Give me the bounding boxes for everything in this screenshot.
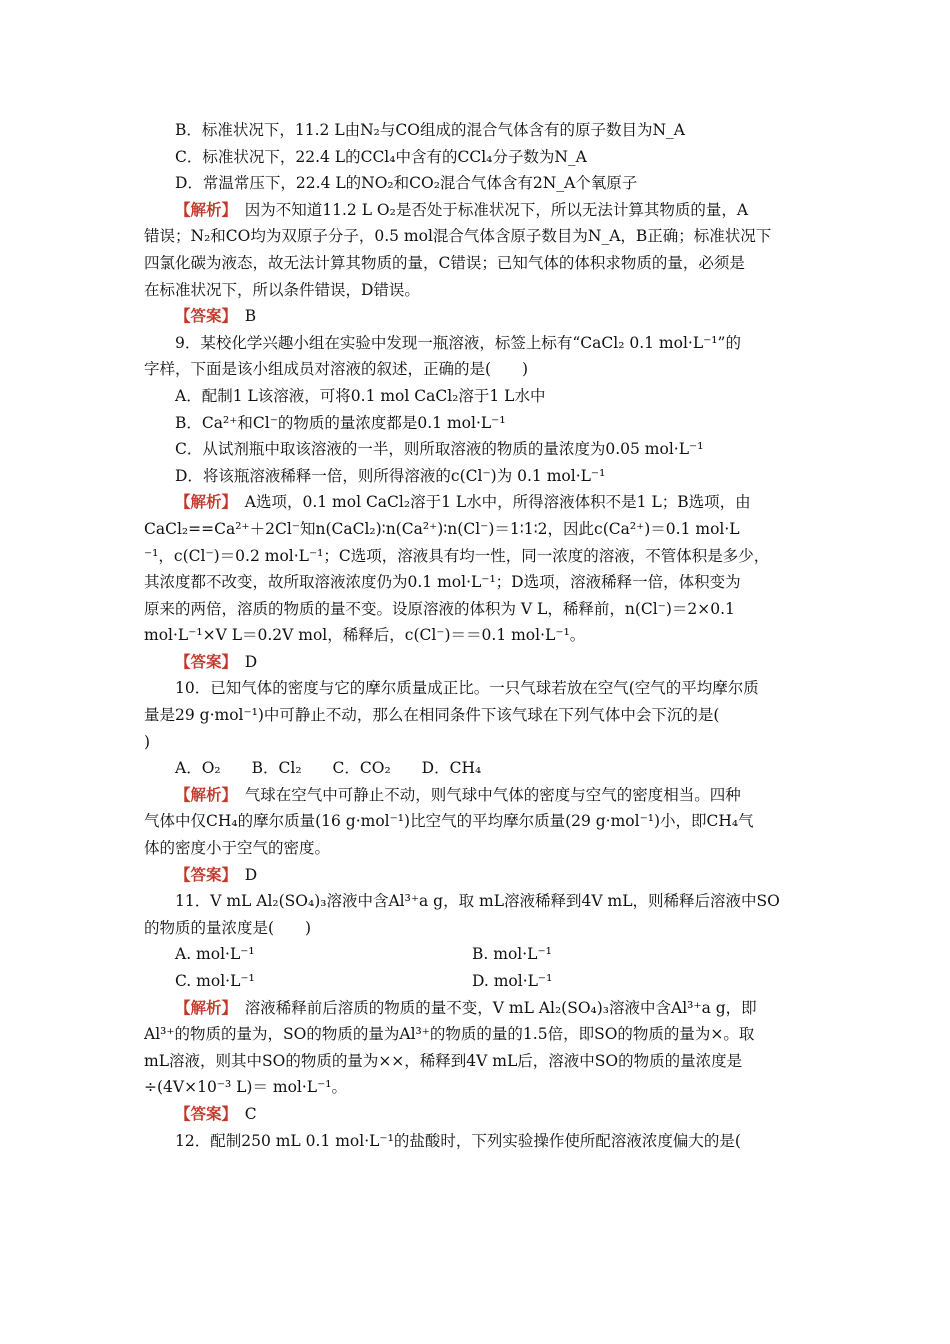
q11-stem-line: 的物质的量浓度是( ) xyxy=(144,918,312,937)
q9-option-c: C．从试剂瓶中取该溶液的一半，则所取溶液的物质的量浓度为0.05 mol·L⁻¹ xyxy=(175,440,704,459)
q8-explanation: 【解析】 因为不知道11.2 L O₂是否处于标准状况下，所以无法计算其物质的量，A xyxy=(175,199,749,219)
q9-stem: 9．某校化学兴趣小组在实验中发现一瓶溶液，标签上标有“CaCl₂ 0.1 mol·L⁻¹”的 xyxy=(175,333,741,352)
q9-explanation-line: CaCl₂==Ca²⁺＋2Cl⁻知n(CaCl₂)∶n(Ca²⁺)∶n(Cl⁻)＝1∶1∶2，因此c(Ca²⁺)＝0.1 mol·L xyxy=(144,519,740,538)
q8-explanation-line: 在标准状况下，所以条件错误，D错误。 xyxy=(144,280,420,299)
q8-option-d: D．常温常压下，22.4 L的NO₂和CO₂混合气体含有2N_A个氧原子 xyxy=(175,174,638,193)
explanation-tag: 【解析】 xyxy=(175,997,230,1017)
q11-stem: 11．V mL Al₂(SO₄)₃溶液中含Al³⁺a g，取 mL溶液稀释到4V mL，则稀释后溶液中SO xyxy=(175,892,780,911)
q11-options-row xyxy=(144,941,810,968)
q8-explanation-line: 四氯化碳为液态，故无法计算其物质的量，C错误；已知气体的体积求物质的量，必须是 xyxy=(144,253,745,272)
document-body xyxy=(144,117,810,1154)
q9-explanation: 【解析】 A选项，0.1 mol CaCl₂溶于1 L水中，所得溶液体积不是1 L；B选项，由 xyxy=(175,492,751,512)
q9-explanation-line: ⁻¹，c(Cl⁻)＝0.2 mol·L⁻¹；C选项，溶液具有均一性，同一浓度的溶液，不管体积是多少， xyxy=(144,546,770,565)
q10-answer: 【答案】 D xyxy=(175,864,258,884)
q9-option-b: B．Ca²⁺和Cl⁻的物质的量浓度都是0.1 mol·L⁻¹ xyxy=(175,413,506,432)
q11-explanation-line: mL溶液，则其中SO的物质的量为××，稀释到4V mL后，溶液中SO的物质的量浓度是 xyxy=(144,1051,743,1070)
q8-explanation-line: 错误；N₂和CO均为双原子分子，0.5 mol混合气体含原子数目为N_A，B正确；标准状况下 xyxy=(144,227,772,246)
q11-options-row xyxy=(144,968,810,995)
answer-tag: 【答案】 xyxy=(175,306,230,326)
q11-answer: 【答案】 C xyxy=(175,1103,257,1123)
q8-option-c: C．标准状况下，22.4 L的CCl₄中含有的CCl₄分子数为N_A xyxy=(175,147,587,166)
q9-explanation-line: 其浓度都不改变，故所取溶液浓度仍为0.1 mol·L⁻¹；D选项，溶液稀释一倍，体积变为 xyxy=(144,573,741,592)
explanation-tag: 【解析】 xyxy=(175,199,230,219)
explanation-tag: 【解析】 xyxy=(175,784,230,804)
q11-explanation: 【解析】 溶液稀释前后溶质的物质的量不变，V mL Al₂(SO₄)₃溶液中含Al³⁺a g，即 xyxy=(175,997,757,1017)
answer-tag: 【答案】 xyxy=(175,1103,230,1123)
q11-option-d: D. mol·L⁻¹ xyxy=(472,972,553,990)
q11-explanation-line: Al³⁺的物质的量为，SO的物质的量为Al³⁺的物质的量的1.5倍，即SO的物质的量为×。取 xyxy=(144,1025,755,1044)
answer-tag: 【答案】 xyxy=(175,651,230,671)
q11-option-b: B. mol·L⁻¹ xyxy=(472,945,552,964)
q10-explanation-line: 气体中仅CH₄的摩尔质量(16 g·mol⁻¹)比空气的平均摩尔质量(29 g·mol⁻¹)小，即CH₄气 xyxy=(144,812,754,831)
answer-tag: 【答案】 xyxy=(175,864,230,884)
q10-stem-line: 量是29 g·mol⁻¹)中可静止不动，那么在相同条件下该气球在下列气体中会下沉的是( xyxy=(144,706,720,725)
q11-explanation-line: ÷(4V×10⁻³ L)＝ mol·L⁻¹。 xyxy=(144,1078,347,1097)
q10-stem: 10．已知气体的密度与它的摩尔质量成正比。一只气球若放在空气(空气的平均摩尔质 xyxy=(175,679,759,698)
q9-option-d: D．将该瓶溶液稀释一倍，则所得溶液的c(Cl⁻)为 0.1 mol·L⁻¹ xyxy=(175,466,606,485)
q9-explanation-line: mol·L⁻¹×V L＝0.2V mol，稀释后，c(Cl⁻)＝＝0.1 mol·L⁻¹。 xyxy=(144,626,586,645)
q8-option-b: B．标准状况下，11.2 L由N₂与CO组成的混合气体含有的原子数目为N_A xyxy=(175,121,685,139)
q10-stem-line: ) xyxy=(144,732,151,751)
q9-option-a: A．配制1 L该溶液，可将0.1 mol CaCl₂溶于1 L水中 xyxy=(175,386,546,405)
q12-stem: 12．配制250 mL 0.1 mol·L⁻¹的盐酸时，下列实验操作使所配溶液浓度偏大的是( xyxy=(175,1131,741,1150)
q9-answer: 【答案】 D xyxy=(175,651,258,671)
q11-option-a: A. mol·L⁻¹ xyxy=(175,945,255,964)
q10-explanation: 【解析】 气球在空气中可静止不动，则气球中气体的密度与空气的密度相当。四种 xyxy=(175,784,741,804)
q11-option-c: C. mol·L⁻¹ xyxy=(175,972,255,990)
q10-explanation-line: 体的密度小于空气的密度。 xyxy=(144,839,331,858)
q9-explanation-line: 原来的两倍，溶质的物质的量不变。设原溶液的体积为 V L，稀释前，n(Cl⁻)＝2×0.1 xyxy=(144,599,735,618)
q10-options: A．O₂ B．Cl₂ C．CO₂ D．CH₄ xyxy=(175,759,482,778)
q8-answer: 【答案】 B xyxy=(175,306,257,326)
explanation-tag: 【解析】 xyxy=(175,492,230,512)
q9-stem-line: 字样，下面是该小组成员对溶液的叙述，正确的是( ) xyxy=(144,360,529,379)
